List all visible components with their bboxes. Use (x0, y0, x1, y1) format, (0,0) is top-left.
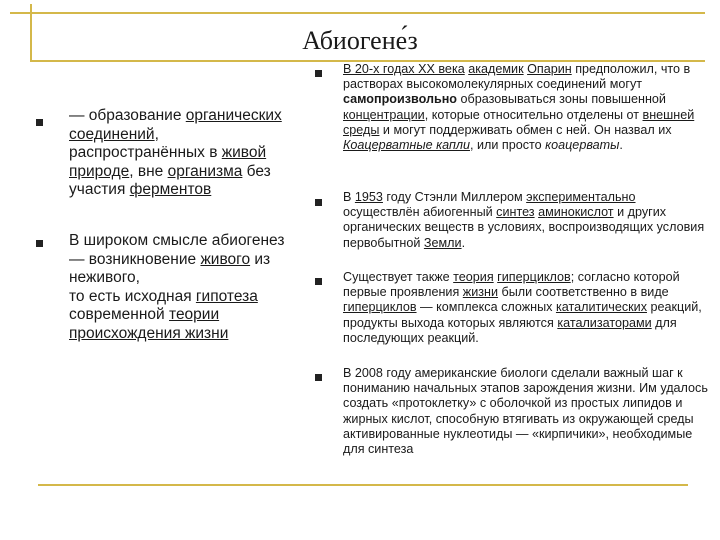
text: реакций, продукты выхода которых являются (343, 300, 702, 330)
text: В 2008 году американские биологи сделали важный шаг к пониманию начальных этапов зарождения жизни. Им удалось создать «протоклетку» с оболочкой из простых липидов и жирных кислот, способную втягивать из окружающей среды активированные нуклеотиды — «кирпичики», необходимые для синтеза (343, 366, 708, 457)
bullet-icon (315, 199, 322, 206)
text: В широком смысле абиогенез — возникновение (69, 232, 285, 268)
text: В (343, 190, 355, 204)
text: . (619, 138, 623, 153)
text: , которые относительно отделены от (424, 107, 643, 122)
top-rule (10, 12, 705, 14)
slide-title: Абиогене́з (302, 26, 418, 55)
text: — комплекса сложных (416, 300, 556, 315)
text: и других органических веществ в условиях, воспроизводящих условия первобытной (343, 205, 705, 250)
link-concentration[interactable]: концентрации (343, 107, 425, 122)
text: предположил, что в растворах высокомолекулярных соединений могут (343, 62, 691, 92)
text: образовываться зоны повышенной (457, 92, 666, 107)
text: то есть исходная (69, 287, 196, 305)
link-catalysts[interactable]: катализаторами (557, 315, 652, 330)
link-academician[interactable]: академик (468, 62, 524, 76)
bullet-icon (36, 119, 43, 126)
right-item-2 (343, 190, 715, 251)
link-theory[interactable]: теория (453, 270, 494, 284)
italic-text: коацерваты (545, 138, 620, 153)
link-hypothesis[interactable]: гипотеза (195, 287, 258, 305)
text: , распространённых в (69, 125, 222, 162)
text: , вне (129, 162, 168, 180)
link-coacervate-drops[interactable]: Коацерватные капли (343, 138, 470, 153)
right-item-3 (343, 270, 715, 346)
bottom-rule (38, 484, 688, 486)
link-20s[interactable]: В 20-х годах XX века (343, 62, 465, 76)
link-life[interactable]: жизни (462, 285, 499, 300)
text: из неживого, (69, 250, 271, 287)
left-item-1 (69, 107, 299, 200)
text: году Стэнли Миллером (382, 190, 527, 204)
link-living-nature[interactable]: живой природе (69, 144, 267, 180)
bullet-icon (315, 374, 322, 381)
link-amino-acids[interactable]: аминокислот (538, 205, 614, 220)
text: , или просто (469, 138, 546, 153)
right-item-1 (343, 62, 715, 153)
text: современной (69, 306, 170, 324)
left-item-2 (69, 232, 299, 344)
link-origin-theory[interactable]: теории происхождения жизни (69, 306, 229, 342)
bullet-icon (36, 240, 43, 247)
link-synthesis[interactable]: синтез (496, 205, 535, 220)
link-earth[interactable]: Земли (423, 235, 462, 250)
link-hypercycles[interactable]: гиперциклов (497, 270, 571, 284)
bold-text: самопроизвольно (343, 92, 457, 107)
link-enzymes[interactable]: ферментов (129, 181, 212, 199)
link-catalytic[interactable]: каталитических (555, 300, 647, 315)
text: для последующих реакций. (343, 315, 677, 345)
text: и могут поддерживать обмен с ней. Он назвал их (379, 122, 672, 137)
bullet-icon (315, 278, 322, 285)
link-experimentally[interactable]: экспериментально (526, 190, 636, 204)
text: Существует также (343, 270, 454, 284)
link-environment[interactable]: внешней среды (343, 107, 695, 137)
link-organic-compounds[interactable]: органических соединений (69, 107, 282, 143)
text: осуществлён абиогенный (343, 205, 497, 220)
right-item-4 (343, 366, 715, 457)
text: — образование (69, 107, 186, 124)
text: ; согласно которой первые проявления (343, 270, 680, 300)
link-oparin[interactable]: Опарин (527, 62, 572, 76)
text: . (461, 235, 466, 250)
link-organism[interactable]: организма (167, 162, 243, 180)
text: были соответственно в виде (498, 285, 669, 300)
link-living[interactable]: живого (200, 250, 251, 268)
bullet-icon (315, 70, 322, 77)
link-hypercycles-2[interactable]: гиперциклов (343, 300, 417, 315)
text: без участия (69, 162, 271, 199)
link-1953[interactable]: 1953 (354, 190, 383, 204)
